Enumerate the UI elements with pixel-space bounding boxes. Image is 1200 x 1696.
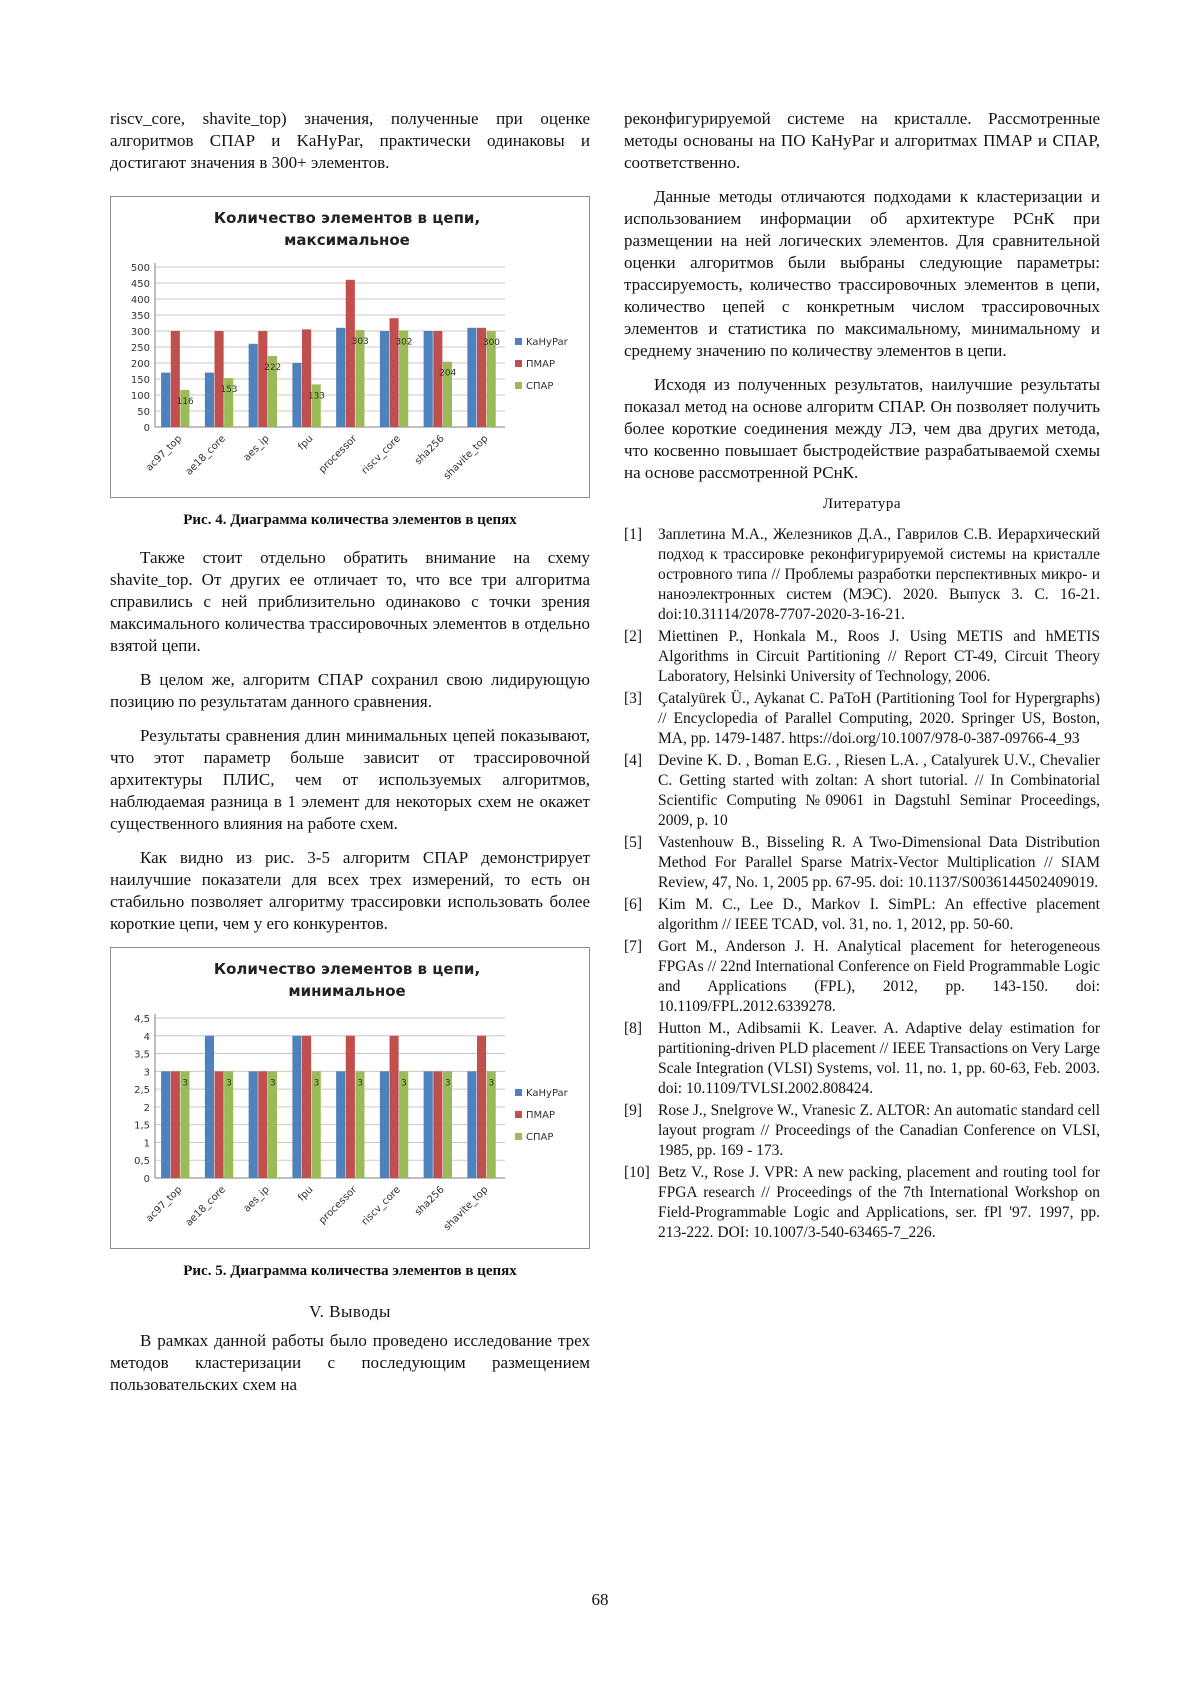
legend-label: СПАР: [526, 381, 554, 392]
y-tick-label: 3,5: [134, 1049, 150, 1061]
chart-title-line: минимальное: [288, 982, 406, 1000]
bar-kahypar: [424, 331, 433, 427]
bar-пмар: [433, 331, 442, 427]
paragraph-intro: riscv_core, shavite_top) значения, полученные при оценке алгоритмов СПАР и KaHyPar, практически одинаковы и достигают значения в 300+ элементов.: [110, 109, 590, 172]
paragraph-methods: Данные методы отличаются подходами к кластеризации и использованием информации об архитектуре РСнК при размещении на ней логических элементов. Для сравнительной оценки алгоритмов были выбраны следующие параметры: трассируемость, количество трассировочных элементов в цепи, количество цепей с конкретным числом трассировочных элементов и статистика по максимальному, минимальному и среднему значению по количеству элементов в цепи.: [624, 187, 1100, 360]
right-column: [624, 108, 1100, 1245]
page-number: 68: [591, 1590, 609, 1609]
x-tick-label: sha256: [412, 433, 447, 468]
bar-пмар: [302, 1036, 311, 1178]
y-tick-label: 1: [143, 1138, 150, 1150]
reference-item: [3] Çatalyürek Ü., Aykanat C. PaToH (Partitioning Tool for Hypergraphs) // Encyclopedia of Parallel Computing, 2020. Springer US, Boston, MA, pp. 1479-1487. https://doi.org/10.1007/978-0-387-09766-4_93: [624, 690, 1100, 747]
reference-item: [4] Devine K. D. , Boman E.G. , Riesen L.A. , Catalyurek U.V., Chevalier C. Getting started with zoltan: A short tutorial. // In Combinatorial Scientific Computing №09061 in Dagstuhl Seminar Proceedings, 2009, p. 10: [624, 752, 1100, 829]
y-tick-label: 0,5: [134, 1156, 150, 1168]
y-tick-label: 50: [137, 407, 150, 418]
bar-пмар: [258, 1071, 267, 1178]
paragraph-spar-leader: В целом же, алгоритм СПАР сохранил свою лидирующую позицию по результатам данного сравнения.: [110, 670, 590, 711]
bar-пмар: [346, 280, 355, 427]
y-tick-label: 4: [143, 1031, 150, 1043]
legend-swatch: [515, 1089, 522, 1096]
data-label: 133: [307, 391, 326, 402]
paragraph-figures-3-5: Как видно из рис. 3-5 алгоритм СПАР демонстрирует наилучшие показатели для всех трех измерений, то есть он стабильно позволяет алгоритму трассировки использовать более короткие цепи, чем у его конкурентов.: [110, 848, 590, 933]
legend-swatch: [515, 382, 522, 389]
data-label: 300: [482, 338, 501, 348]
references-list: [624, 525, 1100, 1243]
data-label: 3: [313, 1078, 320, 1089]
bar-kahypar: [336, 1071, 345, 1178]
chart-max-svg: [111, 197, 589, 497]
bar-пмар: [215, 1071, 224, 1178]
x-tick-label: fpu: [296, 1184, 316, 1204]
chart-min-svg: [111, 948, 589, 1248]
bar-kahypar: [205, 373, 214, 427]
reference-item: [1] Заплетина М.А., Железников Д.А., Гаврилов С.В. Иерархический подход к трассировке реконфигурируемой системы на кристалле островного типа // Проблемы разработки перспективных микро- и наноэлектронных систем (МЭС). 2020. Выпуск 3. С. 16-21. doi:10.31114/2078-7707-2020-3-16-21.: [624, 526, 1100, 623]
x-tick-label: ae18_core: [183, 433, 228, 478]
bar-kahypar: [292, 1036, 301, 1178]
y-tick-label: 0: [143, 423, 150, 434]
x-tick-label: aes_ip: [241, 1184, 272, 1215]
y-tick-label: 450: [130, 279, 150, 290]
bar-kahypar: [249, 344, 258, 427]
x-tick-label: processor: [317, 1184, 360, 1227]
x-tick-label: ac97_top: [144, 1184, 185, 1225]
x-tick-label: fpu: [296, 433, 316, 453]
data-label: 3: [269, 1078, 276, 1089]
y-tick-label: 200: [130, 359, 150, 370]
data-label: 3: [226, 1078, 232, 1089]
reference-item: [8] Hutton M., Adibsamii K. Leaver. A. Adaptive delay estimation for partitioning-driven PLD placement // IEEE Transactions on Very Large Scale Integration (VLSI) Systems, vol. 11, no. 1, pp. 60-63, Feb. 2003. doi: 10.1109/TVLSI.2002.808424.: [624, 1020, 1100, 1097]
y-tick-label: 3: [143, 1067, 150, 1079]
legend-swatch: [515, 1133, 522, 1140]
y-tick-label: 4,5: [134, 1014, 150, 1025]
y-tick-label: 500: [130, 263, 150, 274]
legend-label: ПМАР: [526, 359, 556, 370]
bar-kahypar: [161, 373, 170, 427]
bar-kahypar: [249, 1071, 258, 1178]
references-title: Литература: [822, 496, 902, 512]
chart-title-line: Количество элементов в цепи,: [213, 209, 481, 227]
y-tick-label: 2: [143, 1102, 150, 1114]
x-tick-label: riscv_core: [359, 433, 403, 477]
left-column: [110, 108, 590, 1408]
bar-пмар: [215, 331, 224, 427]
bar-kahypar: [424, 1071, 433, 1178]
x-tick-label: processor: [317, 433, 360, 476]
legend-swatch: [515, 1111, 522, 1118]
x-tick-label: ae18_core: [183, 1184, 228, 1229]
legend-swatch: [515, 338, 522, 345]
bar-kahypar: [380, 1071, 389, 1178]
legend-label: KaHyPar: [526, 337, 568, 348]
reference-item: [9] Rose J., Snelgrove W., Vranesic Z. ALTOR: An automatic standard cell layout program // Proceedings of the Canadian Conference on VLSI, 1985, pp. 169 - 173.: [624, 1102, 1100, 1159]
y-tick-label: 100: [130, 391, 150, 402]
paragraph-min-chains: Результаты сравнения длин минимальных цепей показывают, что этот параметр больше зависит от трассировочной архитектуры ПЛИС, чем от используемых алгоритмов, наблюдаемая разница в 1 элемент для некоторых схем не окажет существенного влияния на работе схем.: [110, 726, 590, 833]
data-label: 3: [357, 1078, 364, 1089]
bar-пмар: [390, 318, 399, 427]
legend-label: СПАР: [526, 1132, 554, 1143]
x-tick-label: aes_ip: [241, 433, 272, 464]
bar-пмар: [258, 331, 267, 427]
bar-kahypar: [467, 1071, 476, 1178]
bar-пмар: [171, 331, 180, 427]
chart-max-elements: [110, 196, 590, 498]
paragraph-reconfigurable: реконфигурируемой системе на кристалле. Рассмотренные методы основаны на ПО KaHyPar и алгоритмах ПМАР и СПАР, соответственно.: [624, 109, 1100, 172]
data-label: 116: [176, 396, 194, 407]
paragraph-shavite: Также стоит отдельно обратить внимание на схему shavite_top. От других ее отличает то, что все три алгоритма справились с ней приблизительно одинаково с точки зрения максимального количества трассировочных элементов в отдельно взятой цепи.: [110, 548, 590, 655]
x-tick-label: sha256: [412, 1184, 447, 1219]
bar-kahypar: [161, 1071, 170, 1178]
x-tick-label: shavite_top: [441, 433, 491, 483]
legend-swatch: [515, 360, 522, 367]
y-tick-label: 0: [143, 1174, 150, 1185]
bar-пмар: [171, 1071, 180, 1178]
bar-kahypar: [467, 328, 476, 427]
legend-label: ПМАР: [526, 1110, 556, 1121]
paragraph-results: Исходя из полученных результатов, наилучшие результаты показал метод на основе алгоритм СПАР. Он позволяет получить более короткие соединения между ЛЭ, чем два других метода, что косвенно повышает быстродействие разрабатываемой схемы на основе рассмотренной РСнК.: [624, 375, 1100, 482]
y-tick-label: 2,5: [134, 1085, 150, 1097]
reference-item: [6] Kim M. C., Lee D., Markov I. SimPL: An effective placement algorithm // IEEE TCAD, vol. 31, no. 1, 2012, pp. 50-60.: [624, 896, 1100, 933]
reference-item: [10] Betz V., Rose J. VPR: A new packing, placement and routing tool for FPGA research // Proceedings of the 7th International Workshop on Field-Programmable Logic and Applications, ser. fPl '97. 1997, pp. 213-222. DOI: 10.1007/3-540-63465-7_226.: [624, 1164, 1100, 1241]
y-tick-label: 350: [130, 311, 150, 322]
bar-kahypar: [380, 331, 389, 427]
data-label: 3: [444, 1078, 451, 1089]
reference-item: [2] Miettinen P., Honkala M., Roos J. Using METIS and hMETIS Algorithms in Circuit Partitioning // Report CT-49, Circuit Theory Laboratory, Helsinki University of Technology, 2006.: [624, 628, 1100, 685]
bar-kahypar: [336, 328, 345, 427]
data-label: 153: [220, 385, 238, 396]
bar-kahypar: [205, 1036, 214, 1178]
chart-title-line: максимальное: [284, 231, 410, 249]
y-tick-label: 250: [130, 343, 150, 354]
bar-пмар: [390, 1036, 399, 1178]
data-label: 3: [401, 1078, 407, 1089]
x-tick-label: riscv_core: [359, 1184, 403, 1228]
bar-пмар: [346, 1036, 355, 1178]
paragraph-conclusions: В рамках данной работы было проведено исследование трех методов кластеризации с последующим размещением пользовательских схем на: [110, 1331, 590, 1394]
x-tick-label: ac97_top: [144, 433, 185, 474]
data-label: 3: [182, 1078, 189, 1089]
y-tick-label: 300: [130, 327, 150, 338]
data-label: 222: [264, 362, 282, 373]
y-tick-label: 150: [130, 375, 150, 386]
reference-item: [7] Gort M., Anderson J. H. Analytical placement for heterogeneous FPGAs // 22nd International Conference on Field Programmable Logic and Applications (FPL), 2012, pp. 143-150. doi: 10.1109/FPL.2012.6339278.: [624, 938, 1100, 1015]
y-tick-label: 400: [130, 295, 150, 306]
x-tick-label: shavite_top: [441, 1184, 491, 1234]
bar-kahypar: [292, 363, 301, 427]
data-label: 303: [351, 337, 369, 348]
reference-item: [5] Vastenhouw B., Bisseling R. A Two-Dimensional Data Distribution Method For Parallel Sparse Matrix-Vector Multiplication // SIAM Review, 47, No. 1, 2005 pp. 67-95. doi: 10.1137/S0036144502409019.: [624, 834, 1100, 891]
bar-пмар: [433, 1071, 442, 1178]
legend-label: KaHyPar: [526, 1088, 568, 1099]
data-label: 3: [488, 1078, 495, 1089]
figure-4-caption: Рис. 4. Диаграмма количества элементов в цепях: [183, 512, 517, 528]
bar-пмар: [302, 329, 311, 427]
figure-5-caption: Рис. 5. Диаграмма количества элементов в цепях: [183, 1263, 517, 1279]
data-label: 204: [439, 368, 457, 379]
section-title-conclusions: V. Выводы: [309, 1302, 391, 1321]
data-label: 302: [395, 337, 413, 348]
bar-спар: [180, 390, 189, 427]
chart-min-elements: [110, 947, 590, 1249]
y-tick-label: 1,5: [134, 1120, 150, 1132]
bar-пмар: [477, 1036, 486, 1178]
chart-title-line: Количество элементов в цепи,: [213, 960, 481, 978]
